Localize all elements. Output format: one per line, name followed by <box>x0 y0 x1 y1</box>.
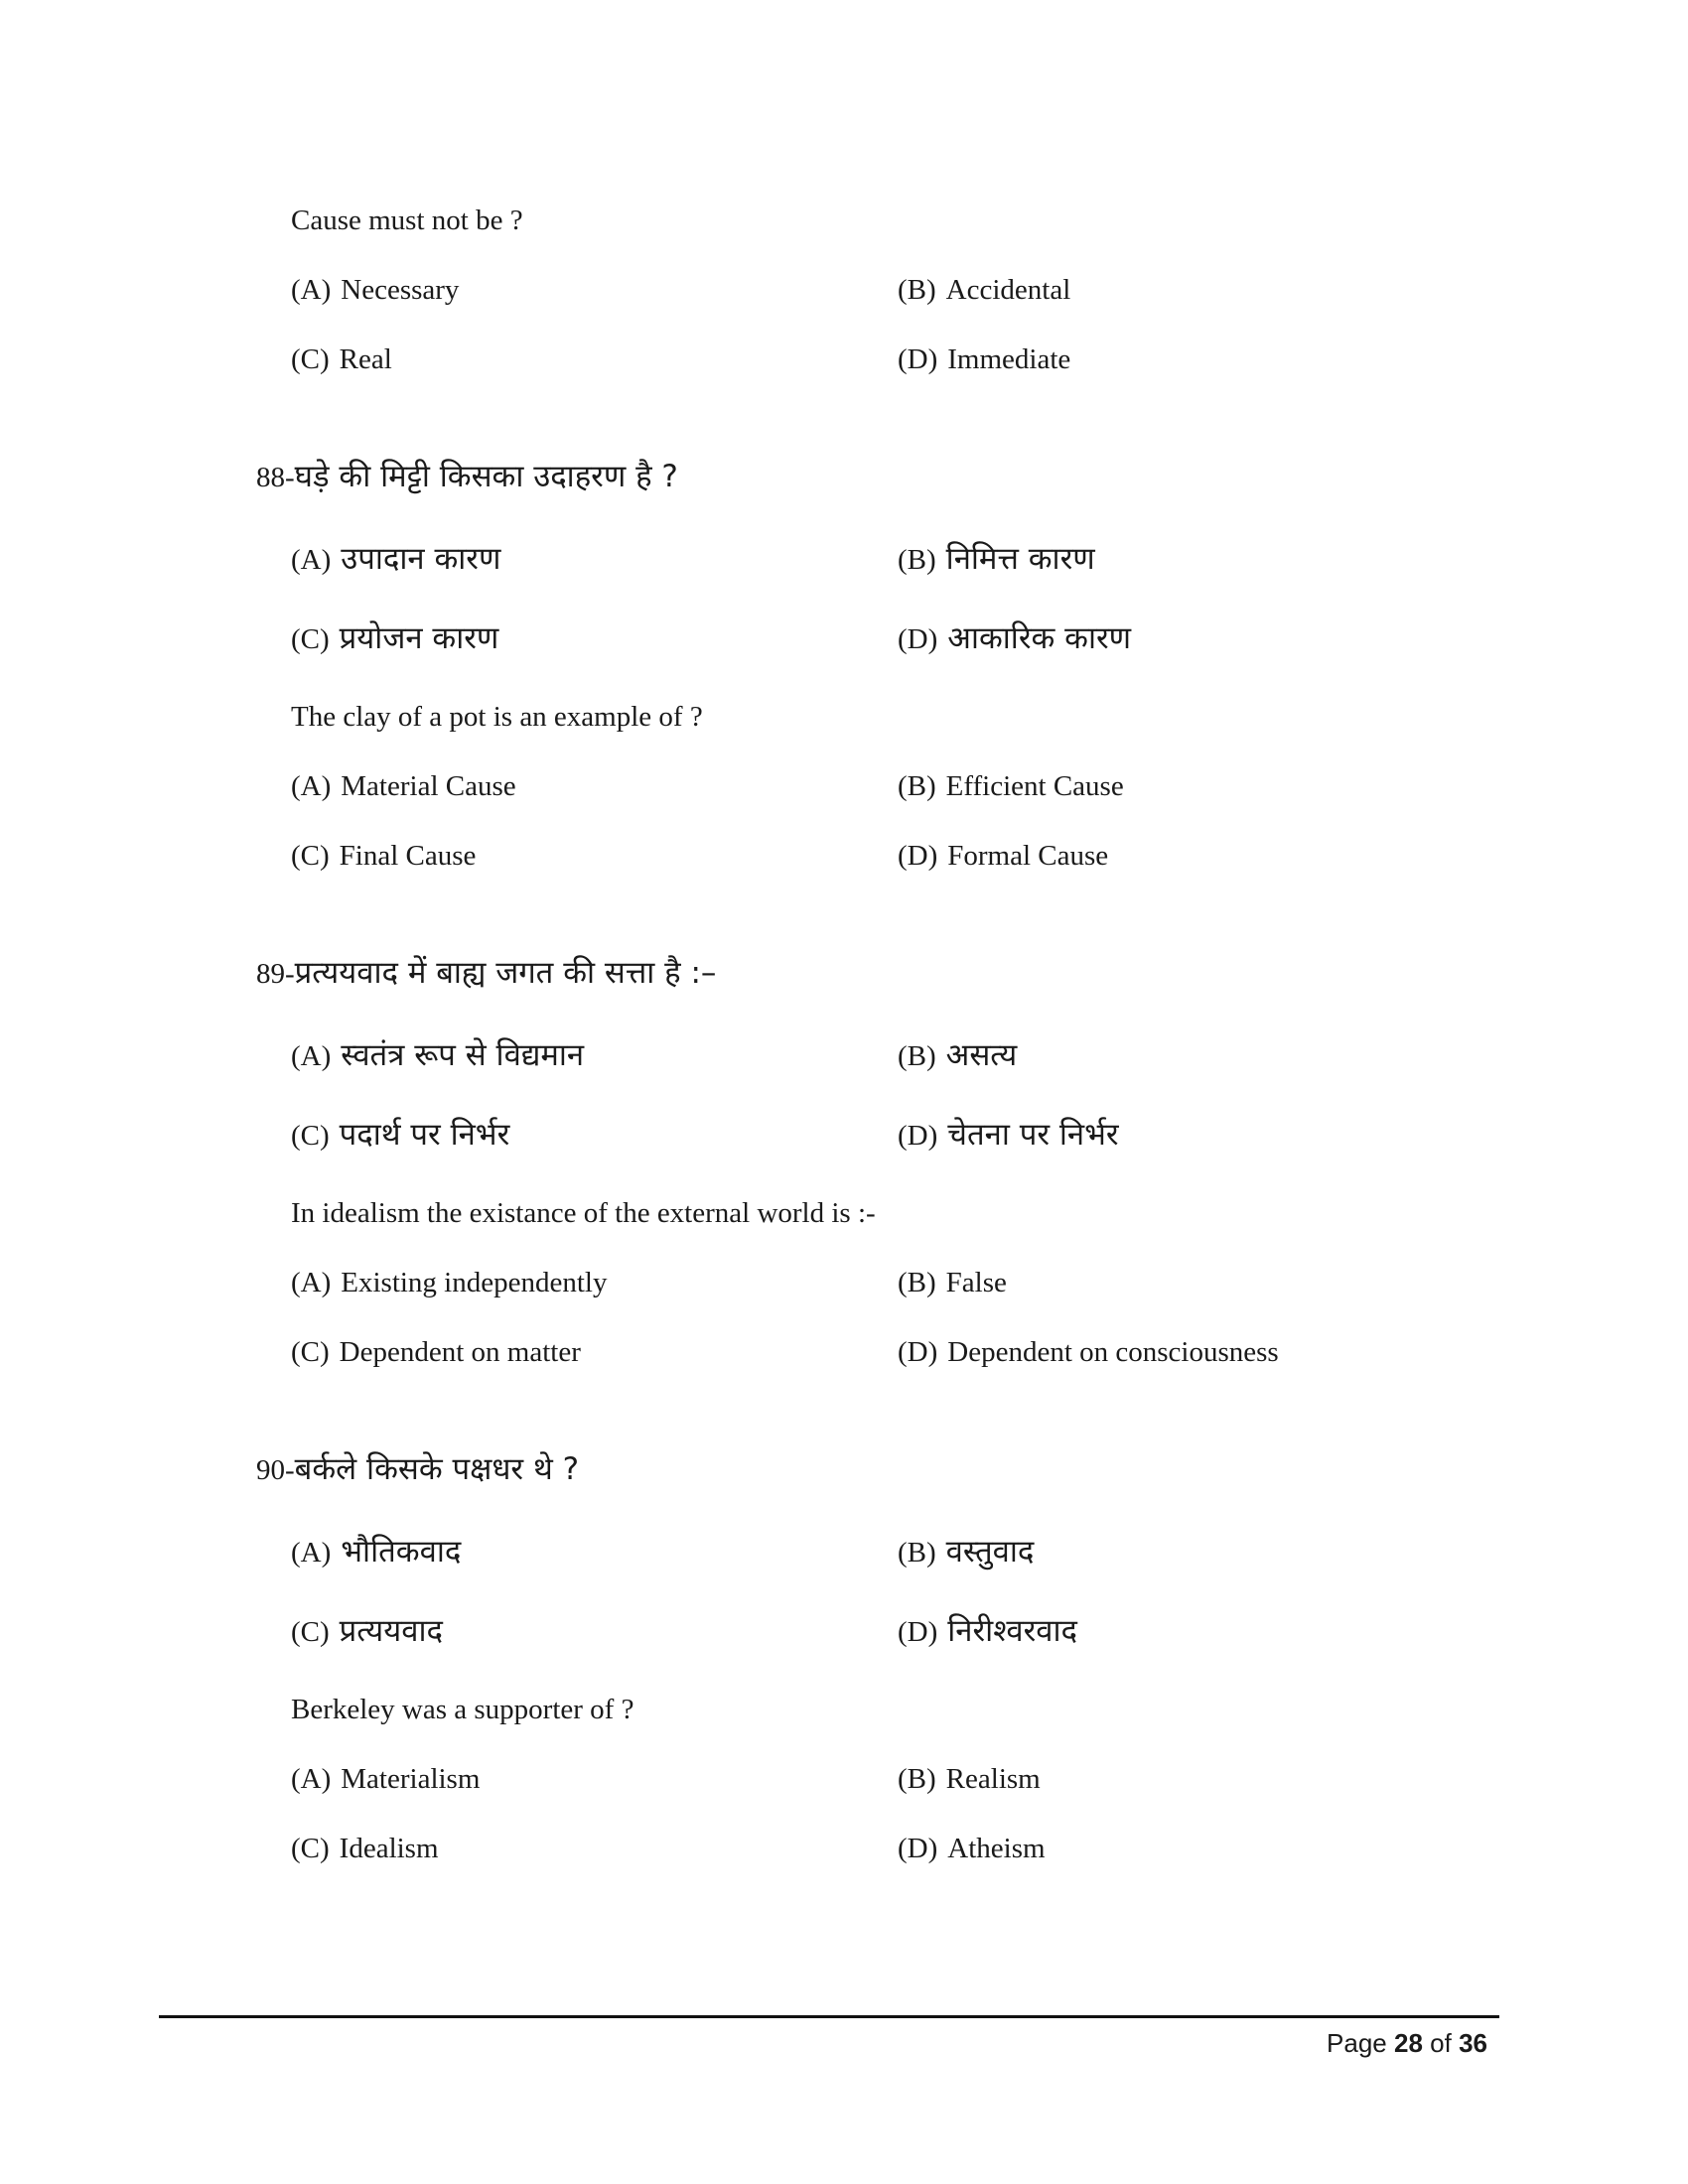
option-90-english-d <box>898 1835 1046 1863</box>
option-89-english-d <box>898 1338 1279 1367</box>
option-88-hindi-c <box>291 620 499 656</box>
option-text: असत्य <box>945 1037 1018 1073</box>
option-label: (B) <box>898 544 936 576</box>
option-text: Existing independently <box>341 1267 608 1298</box>
question-text: बर्कले किसके पक्षधर थे ? <box>294 1451 580 1487</box>
option-text: Dependent on matter <box>339 1336 581 1368</box>
option-label: (A) <box>291 770 332 802</box>
option-89-english-b <box>898 1269 1007 1297</box>
question-90-hindi <box>256 1451 580 1487</box>
option-label: (A) <box>291 1040 332 1072</box>
option-text: प्रयोजन कारण <box>339 620 499 656</box>
question-88-english <box>291 703 703 732</box>
question-89-hindi <box>256 955 717 991</box>
question-88-hindi <box>256 459 678 494</box>
option-87-c <box>291 345 392 374</box>
option-label: (A) <box>291 1763 332 1795</box>
option-text: False <box>945 1267 1007 1298</box>
option-90-hindi-d <box>898 1613 1078 1649</box>
option-label: (A) <box>291 274 332 306</box>
option-87-d <box>898 345 1070 374</box>
of-word: of <box>1430 2028 1452 2058</box>
option-text: निमित्त कारण <box>945 541 1095 577</box>
option-text: Final Cause <box>339 840 477 872</box>
option-label: (C) <box>291 1616 330 1648</box>
option-90-hindi-a <box>291 1534 462 1570</box>
option-89-hindi-c <box>291 1117 510 1153</box>
option-label: (D) <box>898 1120 938 1152</box>
option-label: (C) <box>291 623 330 655</box>
option-text: निरीश्वरवाद <box>947 1613 1078 1649</box>
option-89-english-a <box>291 1269 607 1297</box>
option-label: (D) <box>898 623 938 655</box>
option-text: Immediate <box>947 343 1071 375</box>
question-number: 89- <box>256 958 295 990</box>
option-label: (C) <box>291 343 330 375</box>
option-text: Realism <box>945 1763 1041 1795</box>
option-label: (A) <box>291 1267 332 1298</box>
option-text: पदार्थ पर निर्भर <box>339 1117 510 1153</box>
option-text: Accidental <box>945 274 1071 306</box>
option-text: Necessary <box>341 274 460 306</box>
option-text: Real <box>339 343 392 375</box>
option-88-english-b <box>898 772 1124 801</box>
question-text: घड़े की मिट्टी किसका उदाहरण है ? <box>294 459 678 494</box>
total-pages-number: 36 <box>1459 2028 1487 2058</box>
option-label: (B) <box>898 770 936 802</box>
question-87-english-text <box>291 206 523 235</box>
question-text: The clay of a pot is an example of ? <box>291 701 703 733</box>
option-text: Idealism <box>339 1833 439 1864</box>
option-87-b <box>898 276 1070 305</box>
option-label: (C) <box>291 1336 330 1368</box>
option-label: (B) <box>898 274 936 306</box>
option-88-english-d <box>898 842 1108 871</box>
option-label: (B) <box>898 1537 936 1569</box>
option-label: (A) <box>291 544 332 576</box>
option-label: (D) <box>898 343 938 375</box>
option-label: (D) <box>898 1616 938 1648</box>
option-text: स्वतंत्र रूप से विद्यमान <box>341 1037 585 1073</box>
option-88-hindi-b <box>898 541 1095 577</box>
question-number: 88- <box>256 462 295 493</box>
option-90-hindi-b <box>898 1534 1035 1570</box>
option-90-hindi-c <box>291 1613 443 1649</box>
option-label: (D) <box>898 1336 938 1368</box>
page-word: Page <box>1327 2028 1387 2058</box>
option-88-english-c <box>291 842 476 871</box>
option-text: Atheism <box>947 1833 1046 1864</box>
option-89-english-c <box>291 1338 581 1367</box>
question-90-english <box>291 1696 633 1724</box>
option-label: (B) <box>898 1267 936 1298</box>
question-number: 90- <box>256 1454 295 1486</box>
option-text: Dependent on consciousness <box>947 1336 1279 1368</box>
option-label: (D) <box>898 840 938 872</box>
option-87-a <box>291 276 459 305</box>
question-text: Berkeley was a supporter of ? <box>291 1694 634 1725</box>
question-text: प्रत्ययवाद में बाह्य जगत की सत्ता है :– <box>294 955 717 991</box>
option-text: उपादान कारण <box>341 541 501 577</box>
option-text: Materialism <box>341 1763 481 1795</box>
option-text: Formal Cause <box>947 840 1109 872</box>
option-label: (C) <box>291 1120 330 1152</box>
option-90-english-c <box>291 1835 439 1863</box>
option-text: भौतिकवाद <box>341 1534 462 1570</box>
option-text: प्रत्ययवाद <box>339 1613 443 1649</box>
option-88-english-a <box>291 772 516 801</box>
option-label: (A) <box>291 1537 332 1569</box>
question-text: In idealism the existance of the external world is :- <box>291 1197 876 1229</box>
page-number <box>1327 2028 1487 2059</box>
option-88-hindi-d <box>898 620 1132 656</box>
option-text: आकारिक कारण <box>947 620 1132 656</box>
option-text: Efficient Cause <box>945 770 1124 802</box>
option-89-hindi-d <box>898 1117 1119 1153</box>
option-label: (C) <box>291 840 330 872</box>
option-text: वस्तुवाद <box>945 1534 1035 1570</box>
option-89-hindi-a <box>291 1037 585 1073</box>
option-90-english-a <box>291 1765 480 1794</box>
option-label: (B) <box>898 1040 936 1072</box>
question-89-english <box>291 1199 876 1228</box>
option-label: (C) <box>291 1833 330 1864</box>
option-89-hindi-b <box>898 1037 1018 1073</box>
current-page-number: 28 <box>1394 2028 1423 2058</box>
option-label: (D) <box>898 1833 938 1864</box>
option-88-hindi-a <box>291 541 501 577</box>
option-label: (B) <box>898 1763 936 1795</box>
option-90-english-b <box>898 1765 1041 1794</box>
option-text: Material Cause <box>341 770 516 802</box>
footer-divider <box>159 2015 1499 2018</box>
option-text: चेतना पर निर्भर <box>947 1117 1119 1153</box>
question-text: Cause must not be ? <box>291 205 523 236</box>
